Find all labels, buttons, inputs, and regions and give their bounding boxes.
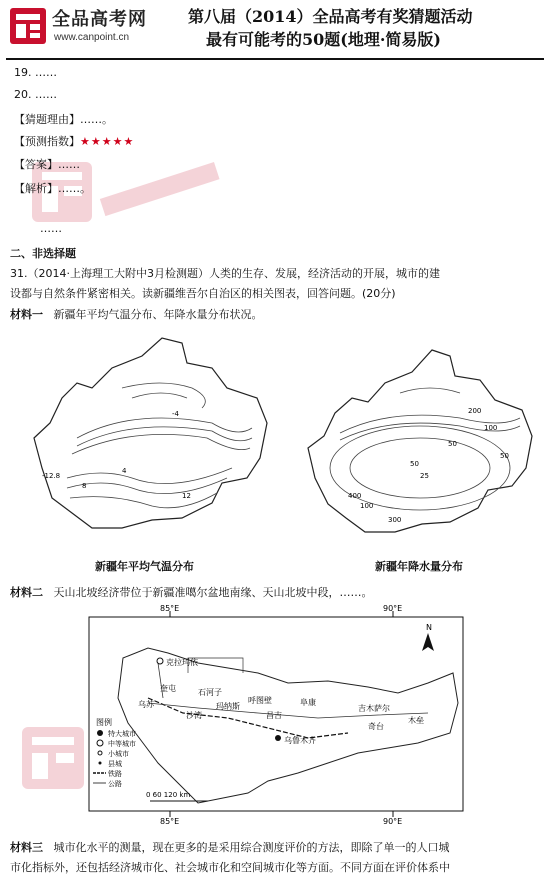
temperature-map-caption: 新疆年平均气温分布 [95,560,194,573]
precip-label-0: 200 [468,407,482,415]
material-3-line2: 市化指标外，还包括经济城市化、社会城市化和空间城市化等方面。不同方面在评价体系中 [10,861,450,874]
question-31-line1: 31.（2014·上海理工大附中3月检测题）人类的生存、发展，经济活动的开展，城市的建 [10,267,440,280]
city-marker [157,658,163,664]
precip-label-5: 25 [420,472,429,480]
city-8: 乌鲁木齐 [284,736,316,745]
city-4: 沙湾 [186,711,202,720]
temp-label-0: -12.8 [42,472,61,480]
map-legend [93,717,136,788]
legend-title: 图例 [96,718,112,727]
logo-icon [8,6,48,46]
material-2-text: 天山北坡经济带位于新疆准噶尔盆地南缘、天山北坡中段，……。 [53,586,373,599]
city-7: 昌吉 [266,711,282,720]
city-9: 阜康 [300,698,316,707]
precipitation-map [300,338,540,548]
temp-label-4: 12 [182,492,191,500]
scale-bar [146,791,208,801]
answer-line: 【答案】…… [14,158,80,171]
page-header [0,0,550,60]
temperature-map [22,328,278,548]
question-31-line2: 设都与自然条件紧密相关。读新疆维吾尔自治区的相关图表，回答问题。(20分) [10,287,396,300]
north-label: N [426,623,432,632]
header-title-line1: 第八届（2014）全品高考有奖猜题活动 [188,7,473,26]
material-1-text: 新疆年平均气温分布、年降水量分布状况。 [53,308,263,321]
lon-top-right: 90°E [383,604,403,613]
prediction-index [14,133,134,149]
precip-label-2: 50 [448,440,457,448]
question-19: 19. …… [14,66,57,79]
question-20: 20. …… [14,88,57,101]
precip-label-4: 50 [410,460,419,468]
material-3-line1 [10,838,538,857]
city-12: 木垒 [408,716,424,725]
legend-item-1: 中等城市 [108,740,136,748]
material-2-label: 材料二 [10,586,43,599]
material-2 [10,584,373,600]
lon-bottom-left: 85°E [160,817,180,825]
analysis-line: 【解析】……。 [14,182,91,195]
legend-item-5: 公路 [108,780,122,788]
lon-bottom-right: 90°E [383,817,403,825]
material-3-text1: 城市化水平的测量，现在更多的是采用综合测度评价的方法，即除了单一的人口城 [53,841,450,854]
temp-label-1: -4 [172,410,179,418]
city-3: 石河子 [198,688,222,697]
ellipsis-line: …… [40,222,62,235]
material-1 [10,306,263,322]
legend-item-4: 铁路 [108,770,122,778]
temp-label-2: 4 [122,467,127,475]
brand-name: 全品高考网 [52,9,147,30]
legend-item-3: 县城 [108,760,122,768]
city-2: 乌苏 [138,700,154,709]
temp-label-3: 8 [82,482,87,490]
header-title-line2: 最有可能考的50题(地理·简易版) [206,30,441,49]
city-5: 玛纳斯 [216,702,240,711]
prediction-index-label: 【预测指数】 [14,135,80,148]
material-3-label: 材料三 [10,841,43,854]
city-1: 奎屯 [160,684,176,693]
material-1-label: 材料一 [10,308,43,321]
region-map [88,603,468,825]
precip-label-3: 400 [348,492,362,500]
precip-label-7: 100 [360,502,374,510]
city-10: 吉木萨尔 [358,704,390,713]
watermark-logo-icon [20,725,90,795]
scale-label: 0 60 120 km [146,791,191,799]
city-11: 奇台 [368,722,384,731]
precip-label-6: 300 [388,516,402,524]
prediction-stars: ★★★★★ [80,135,135,148]
precip-label-8: 50 [500,452,509,460]
north-arrow-icon [422,633,434,651]
precipitation-map-caption: 新疆年降水量分布 [375,560,463,573]
city-0: 克拉玛依 [166,658,198,667]
lon-top-left: 85°E [160,604,180,613]
city-marker [275,735,281,741]
header-divider [6,58,544,60]
site-url: www.canpoint.cn [54,32,130,43]
precip-label-1: 100 [484,424,498,432]
city-6: 呼图壁 [248,696,272,705]
section-heading: 二、非选择题 [10,247,76,260]
legend-item-2: 小城市 [108,750,129,758]
legend-item-0: 特大城市 [108,730,136,738]
guess-reason: 【猜题理由】……。 [14,113,113,126]
